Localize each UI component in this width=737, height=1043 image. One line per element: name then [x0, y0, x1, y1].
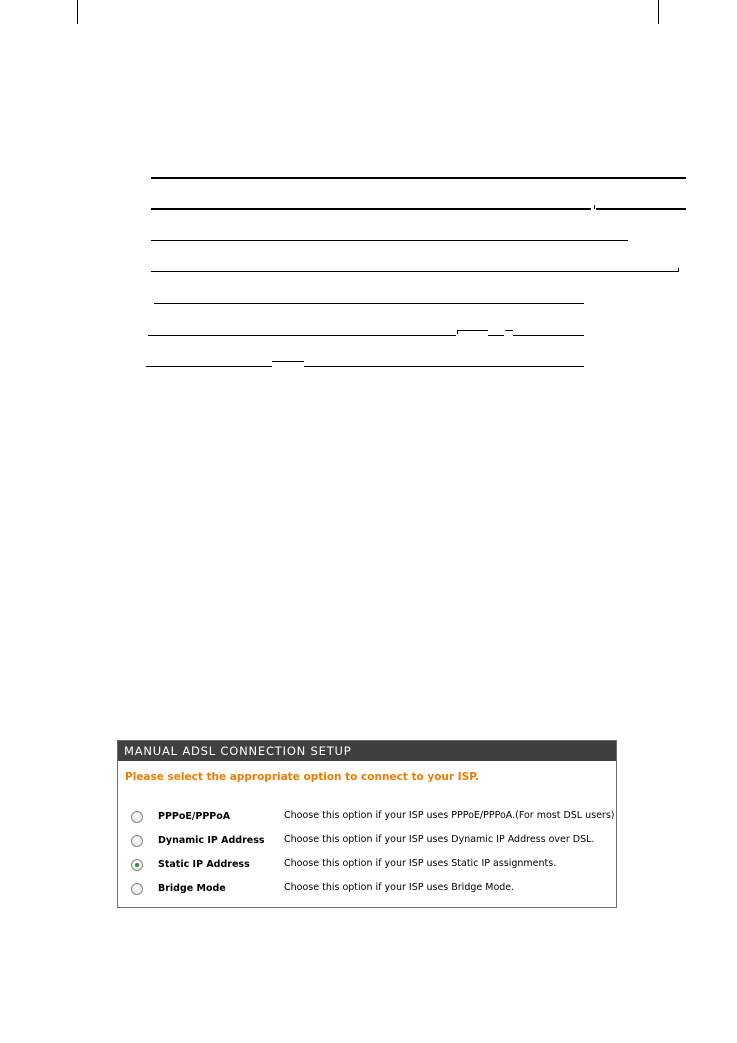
option-description-pppoe: Choose this option if your ISP uses PPPoE/PPPoA.(For most DSL users): [284, 810, 615, 821]
option-label-static-ip: Static IP Address: [158, 859, 250, 870]
option-description-bridge-mode: Choose this option if your ISP uses Bridge Mode.: [284, 882, 515, 893]
underline-rule: [488, 335, 504, 336]
radio-bridge-mode[interactable]: [131, 883, 143, 895]
underline-tick: [457, 330, 458, 334]
underline-rule: [304, 366, 584, 367]
option-description-static-ip: Choose this option if your ISP uses Static IP assignments.: [284, 858, 557, 869]
underline-rule: [151, 271, 678, 272]
underline-rule: [151, 240, 628, 241]
underline-rule: [148, 335, 456, 336]
panel-subtitle: Please select the appropriate option to connect to your ISP.: [125, 771, 479, 783]
underline-tick: [594, 205, 595, 209]
option-row-dynamic-ip[interactable]: [118, 833, 616, 849]
option-label-pppoe: PPPoE/PPPoA: [158, 811, 231, 822]
underline-rule: [513, 335, 584, 336]
underline-rule: [458, 330, 488, 331]
option-label-bridge-mode: Bridge Mode: [158, 883, 226, 894]
page-corner-mark-right: [658, 0, 659, 24]
underline-rule: [146, 366, 272, 367]
manual-adsl-setup-panel: [117, 740, 617, 908]
option-row-pppoe[interactable]: [118, 809, 616, 825]
radio-dynamic-ip[interactable]: [131, 835, 143, 847]
radio-pppoe[interactable]: [131, 811, 143, 823]
radio-static-ip[interactable]: [131, 859, 143, 871]
option-row-bridge-mode[interactable]: [118, 881, 616, 897]
option-label-dynamic-ip: Dynamic IP Address: [158, 835, 265, 846]
option-description-dynamic-ip: Choose this option if your ISP uses Dynamic IP Address over DSL.: [284, 834, 595, 845]
underline-rule: [151, 177, 686, 179]
underline-tick: [678, 268, 679, 272]
panel-title: MANUAL ADSL CONNECTION SETUP: [118, 741, 616, 761]
option-row-static-ip[interactable]: [118, 857, 616, 873]
page-corner-mark-left: [77, 0, 78, 24]
underline-rule: [505, 330, 513, 331]
underline-rule: [154, 303, 584, 304]
underline-rule: [596, 208, 686, 210]
underline-rule: [272, 361, 304, 362]
underline-rule: [151, 208, 591, 210]
